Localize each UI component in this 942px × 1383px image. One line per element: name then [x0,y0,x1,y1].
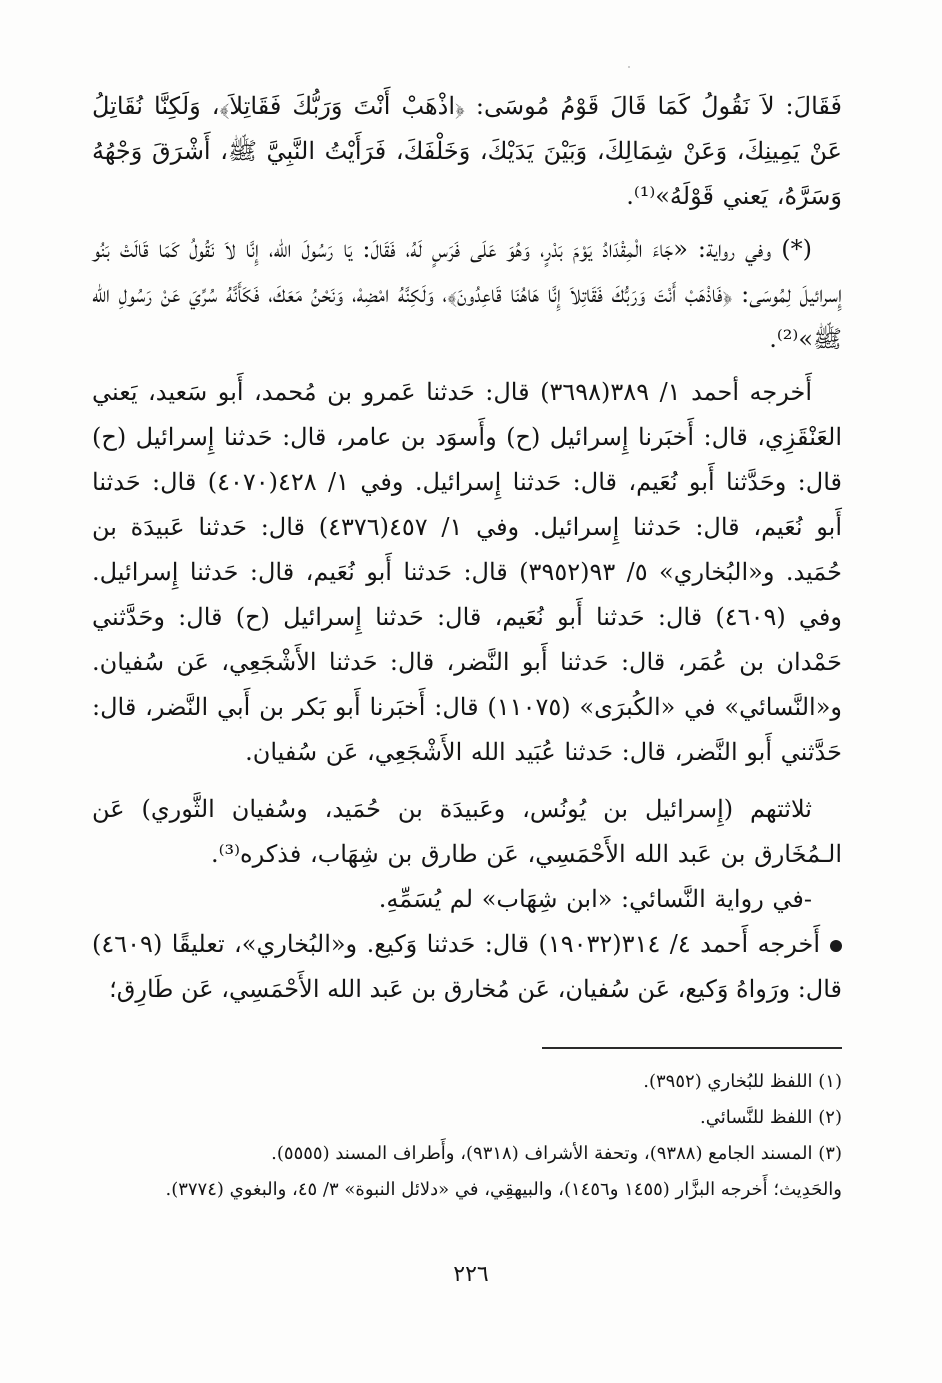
footnote-2: (٢) اللفظ للنَّسائي. [700,1107,842,1128]
footnote-1: (١) اللفظ للبُخاري (٣٩٥٢). [643,1071,842,1092]
main-text [92,84,842,1012]
footnote-3: (٣) المسند الجامع (٩٣٨٨)، وتحفة الأشراف (٩٣١٨)، وأَطراف المسند (٥٥٥٥). [271,1143,842,1164]
takhrij-paragraph-2 [92,922,842,1012]
chain-summary-paragraph: ثلاثتهم (إِسرائيل بن يُونُس، وعَبيدَة بن حُمَيد، وسُفيان الثَّوري) عَن الـمُخَارق بن عَبد الله الأَحْمَسِي، عَن طارق بن شِهَاب، فذكره⁽³⁾. [92,795,842,868]
takhrij-paragraph-2-text: أَخرجه أَحمد ٤/ ٣١٤(١٩٠٣٢) قال: حَدثنا وَكيع. و«البُخاري»، تعليقًا (٤٦٠٩) قال: ورَواهُ وَكيع، عَن سُفيان، عَن مُخارق بن عَبد الله الأَحْمَسِي، عَن طَارِق؛ [92,930,842,1003]
takhrij-paragraph-1: أَخرجه أحمد ١/ ٣٨٩(٣٦٩٨) قال: حَدثنا عَمرو بن مُحمد، أَبو سَعيد، يَعني العَنْقَزِي، قال: أَخبَرنا إِسرائيل (ح) وأَسوَد بن عامر، قال: حَدثنا إِسرائيل (ح) قال: وحَدَّثنا أَبو نُعَيم، قال: حَدثنا إِسرائيل. وفي ١/ ٤٢٨(٤٠٧٠) قال: حَدثنا أَبو نُعَيم، قال: حَدثنا إِسرائيل. وفي ١/ ٤٥٧(٤٣٧٦) قال: حَدثنا عَبيدَة بن حُمَيد. و«البُخاري» ٥/ ٩٣(٣٩٥٢) قال: حَدثنا أَبو نُعَيم، قال: حَدثنا إِسرائيل. وفي (٤٦٠٩) قال: حَدثنا أَبو نُعَيم، قال: حَدثنا إِسرائيل (ح) قال: وحَدَّثني حَمْدان بن عُمَر، قال: حَدثنا أَبو النَّضر، قال: حَدثنا الأَشْجَعِي، عَن سُفيان. و«النَّسائي» في «الكُبرَى» (١١٠٧٥) قال: أَخبَرنا أَبو بَكر بن أَبي النَّضر، قال: حَدَّثني أَبو النَّضر، قال: حَدثنا عُبَيد الله الأَشْجَعِي، عَن سُفيان. [92,378,843,766]
footnote-3-continued: والحَدِيث؛ أَخرجه البزَّار (١٤٥٥ و١٤٥٦)، والبيهقِي، في «دلائل النبوة» ٣/ ٤٥، والبغوي (٣٧٧٤). [165,1179,842,1200]
footnote-separator [542,1047,842,1049]
nasai-note: -في رواية النَّسائي: «ابن شِهَاب» لم يُسَمِّهِ. [378,885,812,913]
scan-speck [628,66,630,68]
page-number: ٢٢٦ [453,1262,489,1287]
bullet-icon [830,940,842,952]
footnotes [92,1064,842,1208]
hadith-paragraph-2: (*) وفي رواية: «جَاءَ الْمِقْدَادُ يَوْمَ بَدْرٍ، وَهُوَ عَلَى فَرَسٍ لَهُ، فَقَالَ: يَا رَسُولَ الله، إِنَّا لاَ نَقُولُ كَمَا قَالَتْ بَنُو إِسرائيلَ لِمُوسَى: ﴿فَاذْهَبْ أَنْتَ وَرَبُّكَ فَقَاتِلاَ إِنَّا هَاهُنَا قَاعِدُونَ﴾، وَلَكِنَّهُ امْضِهْ، وَنَحْنُ مَعَكَ، فَكَأَنَّهُ سُرِّيَ عَنْ رَسُولِ الله ﷺ»⁽²⁾. [92,235,842,353]
hadith-paragraph-1: فَقَالَ: لاَ نَقُولُ كَمَا قَالَ قَوْمُ مُوسَى: ﴿اذْهَبْ أَنْتَ وَرَبُّكَ فَقَاتِلاَ﴾، وَلَكِنَّا نُقَاتِلُ عَنْ يَمِينِكَ، وَعَنْ شِمَالِكَ، وَبَيْنَ يَدَيْكَ، وَخَلْفَكَ، فَرَأَيْتُ النَّبِيَّ ﷺ، أَشْرَقَ وَجْهُهُ وَسَرَّهُ، يَعني قَوْلَهُ»⁽¹⁾. [92,92,842,210]
